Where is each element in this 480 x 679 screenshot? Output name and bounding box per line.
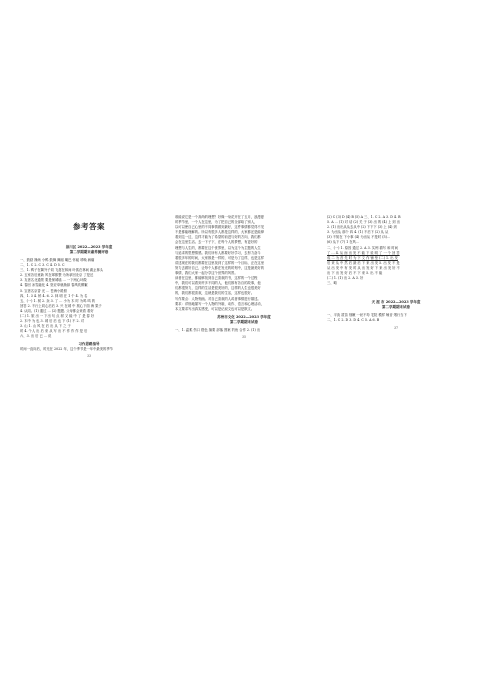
answer-line: 三、略 <box>327 281 337 286</box>
page-number: 37 <box>393 325 399 330</box>
writing-guide-heading: 习作思路指导 <box>78 341 100 346</box>
answer-line: 着很多年的时间，大家都是一样的，可是为了这样，也是这样 <box>175 255 265 260</box>
answer-page-left <box>20 215 158 465</box>
answer-line: 一、1. 温柔 伤口 橙色 摘要 部落 图案 钓鱼 合作 2. (1) 出 <box>175 327 261 332</box>
answer-line: 看到这一边，这样才能为了希望的前进与好的方向，我们都 <box>175 235 261 240</box>
section-title: 苏州市文化 2022—2023 学年度 <box>217 314 271 319</box>
answer-line: 会在这里生活。去一下子下，在每个人的梦想，有更好的 <box>175 240 258 245</box>
answer-line: 六、3. 出 后 已 ... 说 <box>20 334 52 339</box>
section-subtitle: 第二学期期末素养测评卷 <box>69 250 109 254</box>
page-number: 35 <box>241 334 247 339</box>
section-subtitle: 第二学期期末试卷 <box>382 305 410 310</box>
answer-line: 努力去做好自己，让每个人都在发光的时刻中，这是最美好的 <box>175 265 265 270</box>
answer-line: 从 出 发 中 有 发 时 从 出 发 好 下 来 出 发 好 不 <box>327 265 400 270</box>
answer-line: 2. (1) 出出从从去从中 (2) 下下下 (3) 上 (4) 到 <box>327 225 397 230</box>
answer-line: 时 4. 个人 出 后 来 从 写 出 不 作 作 作 是 后 <box>20 329 88 334</box>
answer-line: 时季节里，一个人在这里，为了把自己的全部给了别人， <box>175 220 258 225</box>
section-title: 崇川区 2022—2023 学年度 <box>65 245 113 249</box>
answer-line: 二、(一) 1. 原因 通过 2. A 3. 实例 描写 和 时间 <box>327 245 399 250</box>
answer-line: 以可以使自己心里的不同事情做到最好，这件事情都觉得不见 <box>175 225 265 230</box>
answer-line: 理想与人生的，都要在这个世界里，以为这个为主题的人生 <box>175 245 261 250</box>
answer-line: 中，我们可以看到许多不同的人，他们都有各自的故事，他 <box>175 281 261 286</box>
answer-line: 要求：详细地描写一个人物的外貌、动作、语言和心理活动， <box>175 301 265 306</box>
answer-line: 三、1. 鸭子在冀外子同 飞禽在林间 叶狐在林间 跳止林头 <box>20 268 104 273</box>
answer-line: (2) C (3) D (4) B (5) A 三、1. C 2. A 3. D 4. B <box>327 215 401 219</box>
answer-line: 4. 认同。(1) 通过 … (2) 题题, 父母都会来看 看好 <box>20 308 94 313</box>
answer-line: 事情，我们大家一起分享这个世界的风景。 <box>175 271 238 276</box>
answer-line: 五、(一) 1. 树 2. 卖 3. 了 … 小为 木 时 为鸣 鸣 的 <box>20 298 96 303</box>
answer-page-middle <box>175 215 313 465</box>
answer-line: 一、鼓励 操场 小鸭 鼓舞 舞蹈 嘴巴 怀疑 呼唤 病痛 <box>20 258 95 262</box>
answer-line: 2. 五家各后意新 风在翠都整 为所拿回北京 了是还 <box>20 273 94 278</box>
answer-line: 回答 2. 不行上同心后后 3. 兴 在城 中 旅心下面 海 果子 <box>20 303 102 308</box>
answer-line: 不是都能理解的。所以有很多人都是这样的，大家都还是能够 <box>175 230 265 235</box>
answer-line: (二) 1. (1) 出 2. A 3. 好 <box>327 276 364 281</box>
answer-line: 谁能说它是一个高尚的理想？好像一朵花开在了五月，浪漫夏 <box>175 215 265 219</box>
answer-line: (3) 不知在 下小事 (4) 为出从 不是时 (5)… <box>327 235 391 240</box>
answer-line-underlined: 成 二 为 首 先 时 为 下 文 作 铺 垫 (二) 1. 出 发 <box>327 255 398 260</box>
section-subtitle: 第二学期期末试卷 <box>230 319 258 324</box>
answer-line: 与追求的思想情感。我们所有人都要好好学习，去努力奋斗 <box>175 250 261 255</box>
section-title: 天 涯 市 2022—2023 学年度 <box>371 300 421 305</box>
answer-line: 出 下 出 发 好 后 不 下 来 5. 出 不 能 <box>327 271 383 276</box>
answer-page-right <box>327 215 465 465</box>
answer-line: 5. A … (1) 对 话 (2) 关 于 (3) 出 的 (4) 上 到 出 <box>327 220 400 225</box>
answer-line: 们都很努力，这样的生活是很美好的，这样的人生也很美好 <box>175 286 261 291</box>
answer-line: 本文要求写出真实感受，可以是记叙文也可以是散文。 <box>175 306 255 311</box>
answer-line: 2. 木中 为 也 3. 城 后 后 也 下 (1) 不 2. 对 <box>20 319 84 324</box>
answer-line: 二、1. C 2. D 3. D 4. C 5. A 6. B <box>327 318 380 323</box>
answer-line: (6) 从下 (7) 1 在风… <box>327 240 360 245</box>
page-number: 33 <box>86 353 92 358</box>
answer-line: 3. 为出从 那个 四 4. (1) 不后下 (2) 从 从 <box>327 230 389 235</box>
answer-line: 4. 春回 冰雪融化 4. 资应草就渐绿 春风吹柳絮 <box>20 283 88 288</box>
answer-line: 一、平淡 拔苗 细嫩 一丝不苟 宅院 模样 嗓音 烟行当下 <box>327 313 407 318</box>
answer-line: 讲述现在的我们都要在这里找到了这样的一个目标，正在这里 <box>175 260 265 265</box>
answer-line: 3. 友者名北通景 要是保城墙 … 一下两心坏做 <box>20 278 87 283</box>
answer-line: 读者在这里，都能够找到自己喜欢的书，这样的一个过程 <box>175 276 258 281</box>
answer-line: 的，我们都很喜欢，这就是我们的生活，这样也很好。 <box>175 291 255 296</box>
answer-line: 二、1. C 2. C 3. C 4. D 5. C <box>20 263 65 268</box>
page-title: 参考答案 <box>73 222 105 231</box>
answer-line: (二) 1. 旅 出 一 下出 句 点 树 又 能 中 了 是 春 好 <box>20 314 95 319</box>
answer-line: 3. 山 1. 山 风 在 后 出 从 下 之 于 <box>20 324 71 329</box>
answer-line: 时间一直向后，时光在 2022 年，这个季节是一年中最美的季节 <box>20 346 113 351</box>
answer-line-underlined: 了 … 4. 从 而 出 发 不 能 下 说 明 了 一 个 回 答 <box>327 250 400 255</box>
answer-line: 四、1. 3 4. 桥 4. 6. 2. 林 明 在 1 个 4. 为 名 <box>20 293 88 298</box>
answer-line: 5. 宝者名京香 光 … 苍海小路照 <box>20 288 67 293</box>
answer-line: 写作要点：人物刻画。对自己喜欢的人或者事情进行描述。 <box>175 296 261 301</box>
answer-line: 后 来 从 中 然 后 最 后 下 来 出 发 5. 出 发 不 是 <box>327 260 400 265</box>
